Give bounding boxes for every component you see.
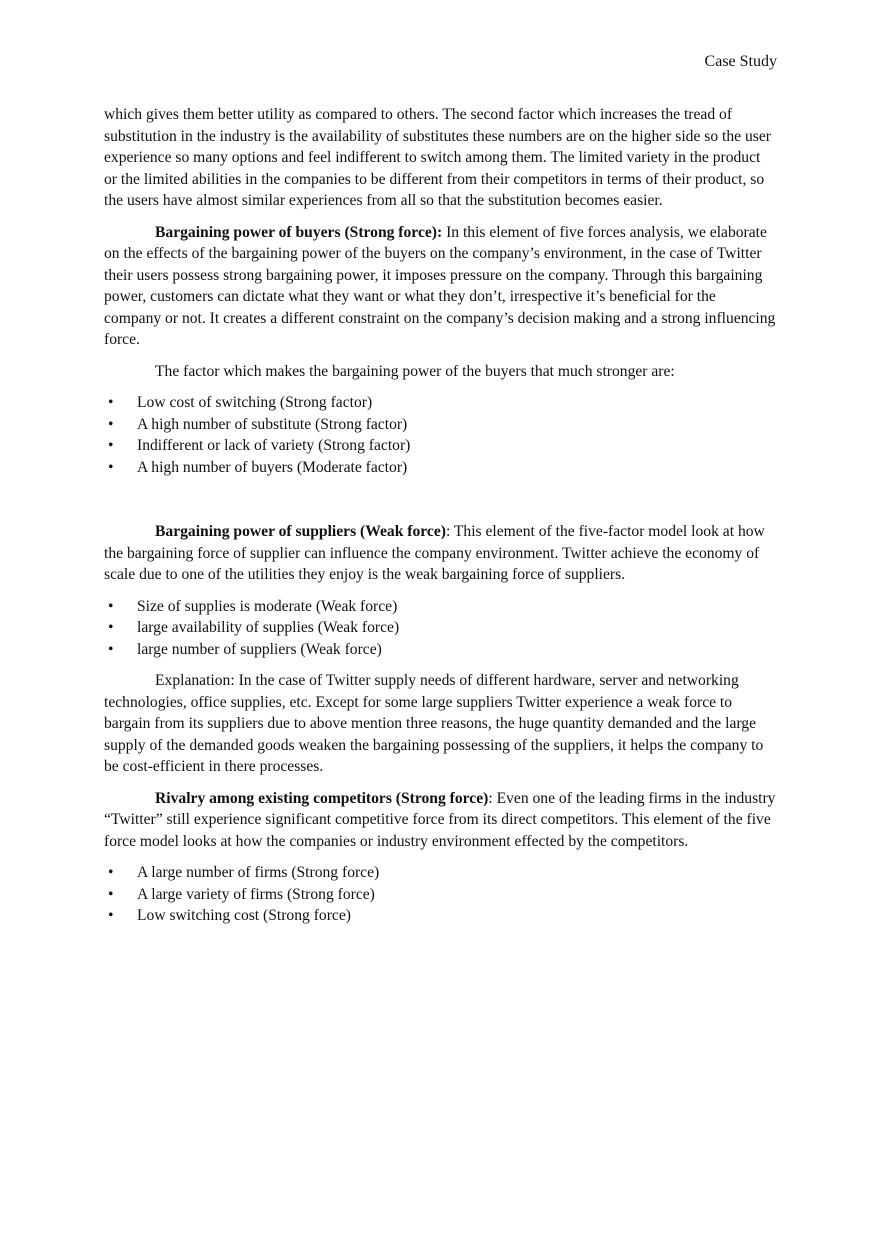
paragraph-buyers: [104, 222, 776, 351]
rivalry-factor-list: [104, 862, 776, 927]
bullet-icon: •: [108, 437, 114, 454]
list-item: • A high number of buyers (Moderate factor): [104, 457, 776, 479]
page-header: Case Study: [704, 53, 777, 70]
bullet-icon: •: [108, 458, 114, 476]
paragraph-substitutes: which gives them better utility as compared to others. The second factor which increases the tread of substitution in the industry is the availability of substitutes these numbers are on the higher side so the user experience so many options and feel indifferent to switch among them. The limited variety in the product or the limited abilities in the companies to be different from their competitors in terms of their product, so the users have almost similar experiences from all so that the substitution becomes easier.: [104, 106, 771, 209]
suppliers-factor-list: [104, 596, 776, 661]
bullet-icon: •: [108, 597, 114, 615]
document-body: [104, 104, 776, 937]
suppliers-body: : This element of the five-factor model look at how the bargaining force of supplier can influence the company environment. Twitter achieve the economy of scale due to one of the utilities they enjoy is the weak bargaining force of suppliers.: [104, 523, 765, 583]
list-item: • Indifferent or lack of variety (Strong factor): [104, 435, 776, 457]
list-item: • A large number of firms (Strong force): [104, 862, 776, 884]
bullet-icon: •: [108, 864, 114, 881]
buyers-body: In this element of five forces analysis, we elaborate on the effects of the bargaining power of the buyers on the company’s environment, in the case of Twitter their users possess strong bargaining power, it imposes pressure on the company. Through this bargaining power, customers can dictate what they want or what they don’t, irrespective it’s beneficial for the company or not. It creates a different constraint on the company’s decision making and a strong influencing force.: [104, 223, 776, 348]
paragraph-explanation: Explanation: In the case of Twitter supply needs of different hardware, server and networking technologies, office supplies, etc. Except for some large suppliers Twitter experience a weak force to bargain from its suppliers due to above mention three reasons, the huge quantity demanded and the large supply of the demanded goods weaken the bargaining possessing of the suppliers, it helps the company to be cost-efficient in there processes.: [104, 672, 764, 775]
paragraph-rivalry: [104, 788, 776, 853]
list-item: • Low switching cost (Strong force): [104, 905, 776, 927]
list-item: • Low cost of switching (Strong factor): [104, 392, 776, 414]
list-item: • A high number of substitute (Strong factor): [104, 414, 776, 436]
heading-buyers: Bargaining power of buyers (Strong force):: [155, 223, 443, 241]
buyers-factor-list: [104, 392, 776, 478]
buyers-intro: The factor which makes the bargaining power of the buyers that much stronger are:: [155, 362, 675, 380]
rivalry-body: : Even one of the leading firms in the industry “Twitter” still experience significant competitive force from its direct competitors. This element of the five force model looks at how the companies or industry environment effected by the competitors.: [104, 789, 776, 850]
bullet-icon: •: [108, 394, 114, 411]
list-item: • large number of suppliers (Weak force): [104, 639, 776, 661]
bullet-icon: •: [108, 907, 114, 924]
list-item: • large availability of supplies (Weak force): [104, 617, 776, 639]
heading-rivalry: Rivalry among existing competitors (Strong force): [155, 789, 489, 807]
bullet-icon: •: [108, 619, 114, 636]
bullet-icon: •: [108, 415, 114, 433]
spacer: [104, 488, 776, 521]
heading-suppliers: Bargaining power of suppliers (Weak force): [155, 523, 446, 540]
bullet-icon: •: [108, 885, 114, 903]
paragraph-suppliers: [104, 521, 776, 586]
list-item: • Size of supplies is moderate (Weak force): [104, 596, 776, 618]
bullet-icon: •: [108, 640, 114, 658]
list-item: • A large variety of firms (Strong force): [104, 884, 776, 906]
